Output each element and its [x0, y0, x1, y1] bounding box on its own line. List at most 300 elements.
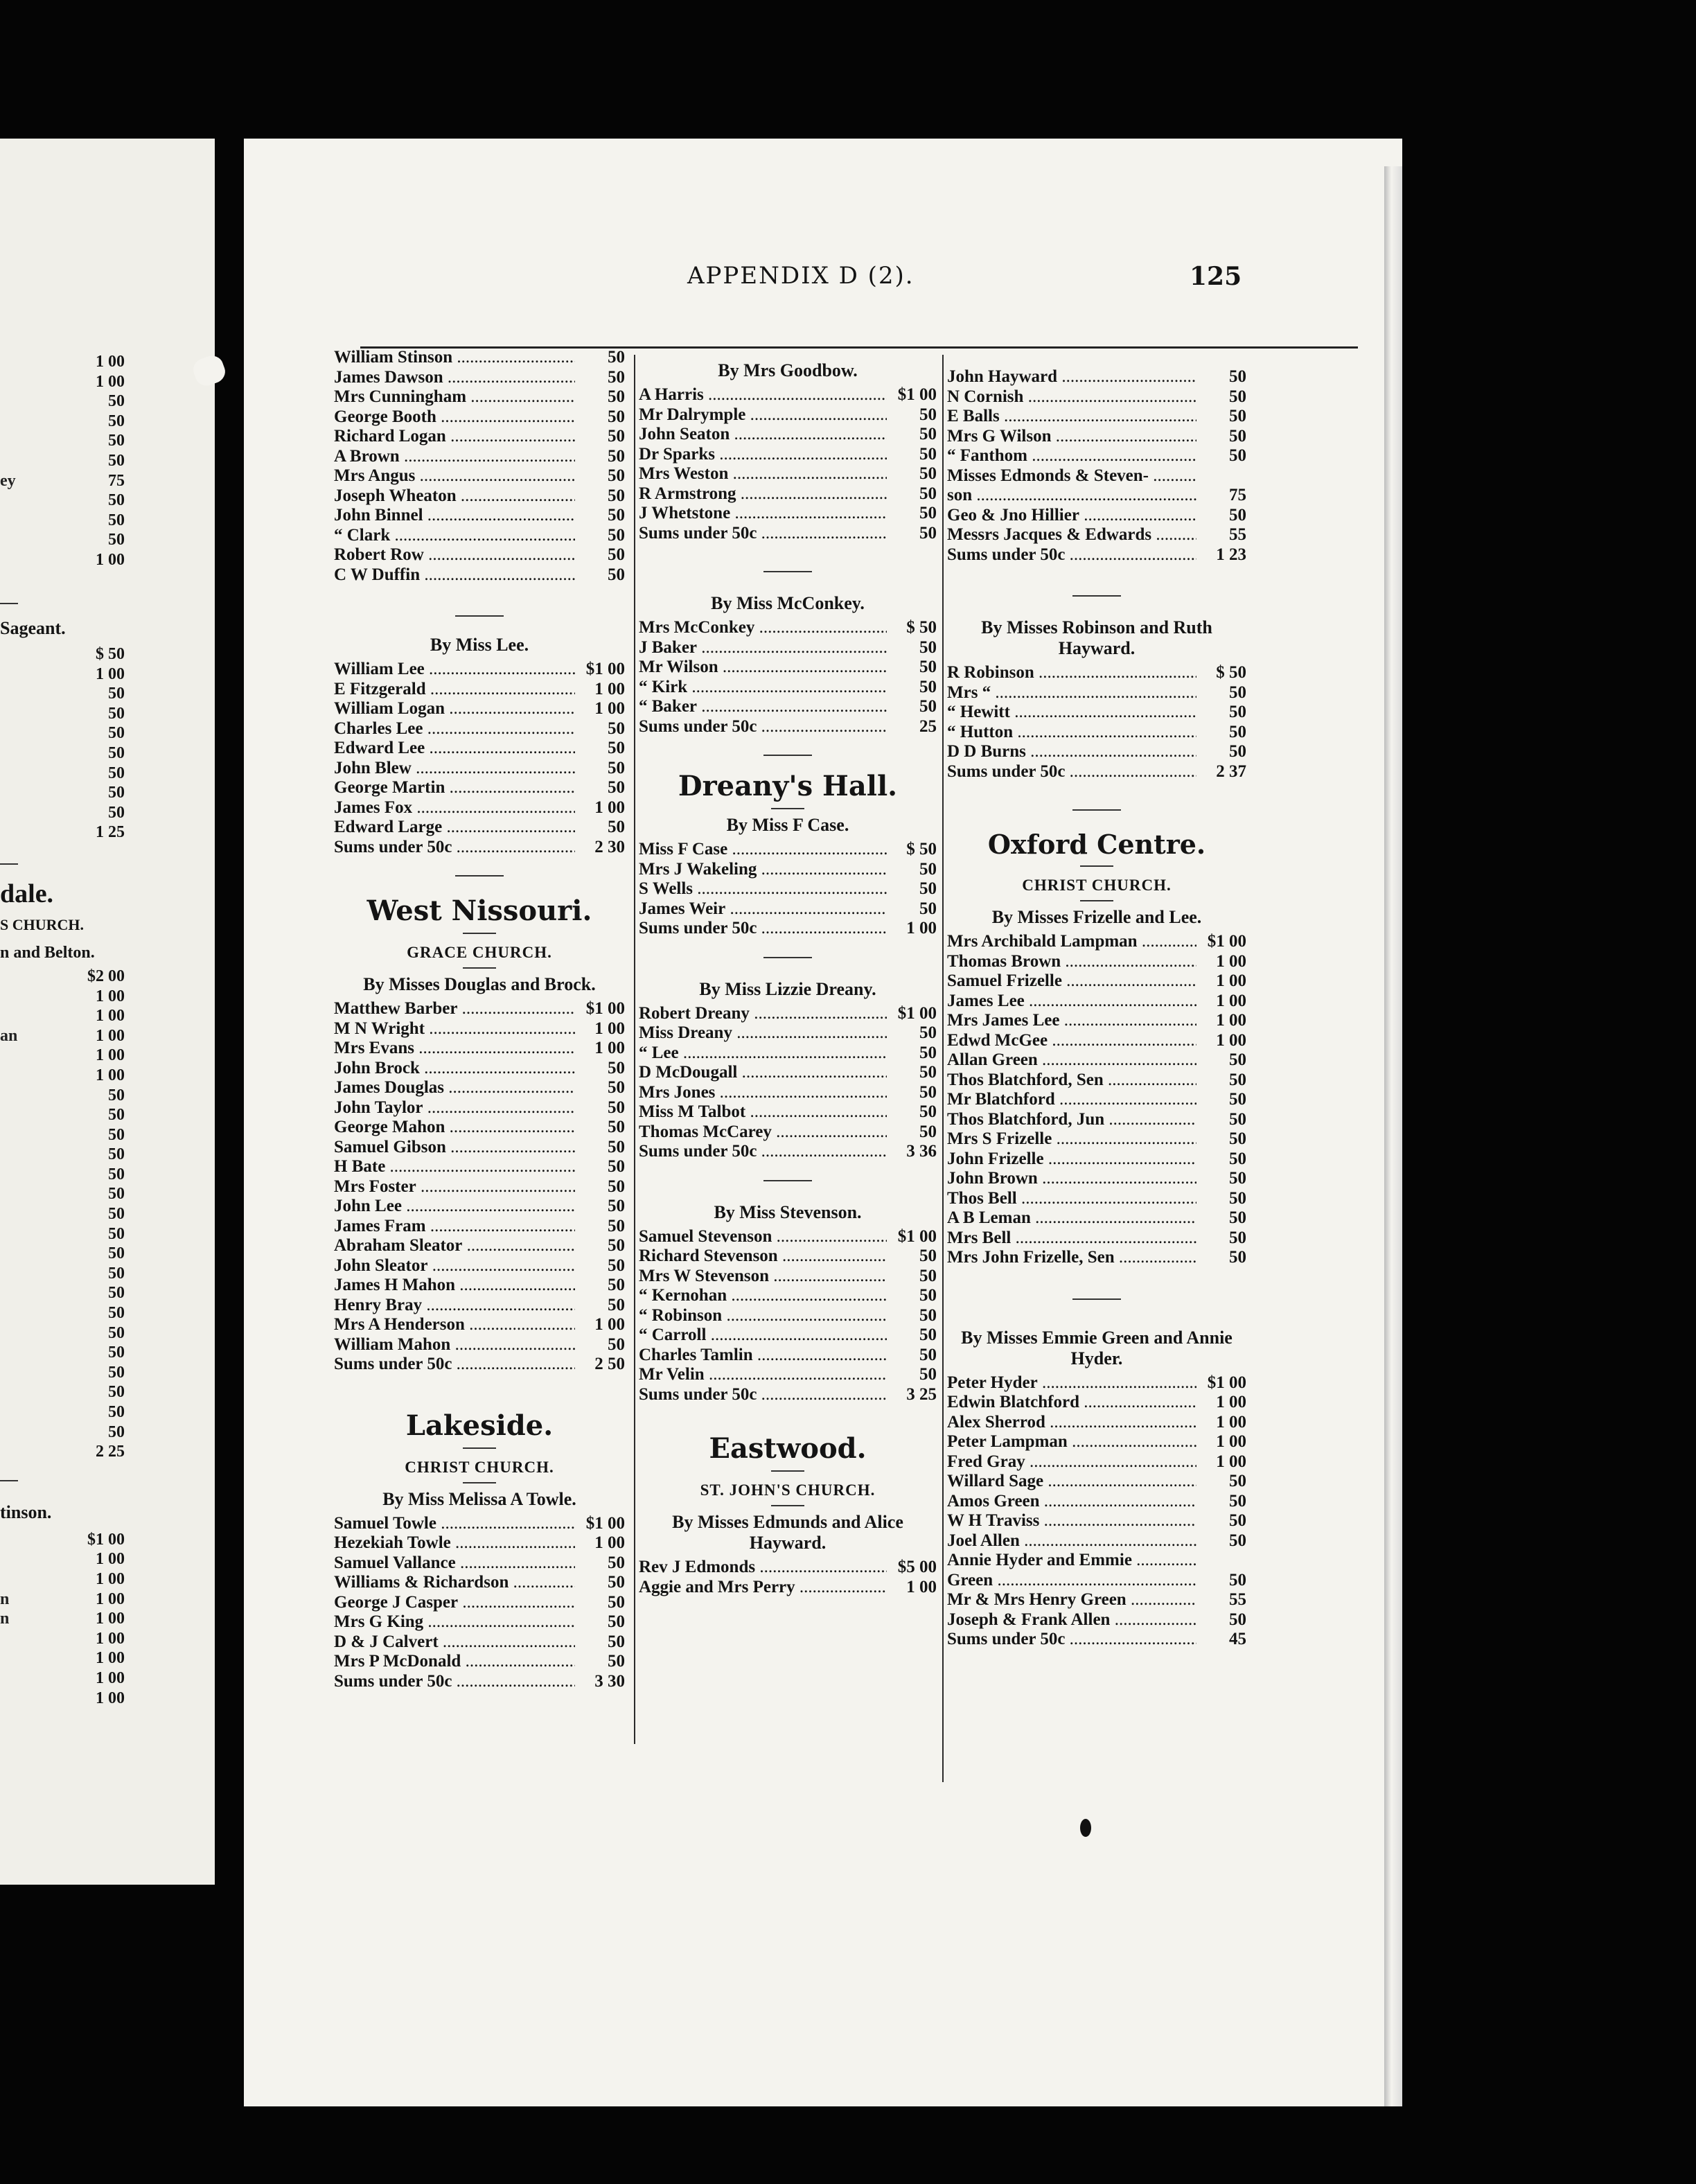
divider [763, 957, 812, 958]
entry-name: Mrs John Frizelle, Sen ..... [947, 1248, 1196, 1268]
entry-name: James Weir ..... [639, 899, 887, 919]
entry-amount: 50 [1229, 1610, 1246, 1629]
entry-amount: 1 00 [96, 372, 125, 391]
list-item [947, 1432, 1246, 1452]
entry-name: James H Mahon ..... [334, 1276, 575, 1296]
divider [463, 933, 496, 934]
left-block-4 [0, 1530, 125, 1708]
list-item [334, 1019, 625, 1039]
entry-amount: 1 00 [594, 1019, 625, 1038]
entry-amount: $1 00 [897, 1003, 937, 1023]
entry-name: Mrs McConkey ..... [639, 618, 887, 638]
entry-amount: 50 [1229, 1491, 1246, 1511]
entry-amount: 1 00 [594, 1315, 625, 1334]
list-item [0, 764, 125, 784]
entry-name [0, 1184, 75, 1204]
entry-name: S Wells ..... [639, 879, 887, 899]
entry-amount: 50 [108, 1106, 125, 1125]
entry-name: Joseph & Frank Allen ..... [947, 1610, 1196, 1630]
list-item [639, 385, 937, 405]
entry-amount: 55 [1229, 525, 1246, 544]
divider [763, 755, 812, 756]
list-item [639, 1558, 937, 1578]
list-item [0, 783, 125, 803]
entry-name [0, 412, 75, 432]
entry-name: Willard Sage ..... [947, 1472, 1196, 1492]
entry-name [0, 1006, 75, 1026]
list-item [334, 545, 625, 565]
entry-name [0, 1442, 75, 1462]
entry-name: Sums under 50c ..... [947, 1630, 1196, 1650]
entry-amount: 1 00 [96, 1589, 125, 1608]
entry-name: Thos Bell ..... [947, 1189, 1196, 1209]
list-item [639, 1385, 937, 1405]
column-3 [947, 346, 1246, 2044]
entry-name: Mrs Bell ..... [947, 1228, 1196, 1249]
entry-name [0, 1423, 75, 1443]
entry-amount: 45 [1229, 1630, 1246, 1648]
entry-name: Samuel Stevenson ..... [639, 1227, 887, 1247]
list-mcconkey [639, 618, 937, 737]
entry-name: Thos Blatchford, Sen ..... [947, 1071, 1196, 1091]
list-item [0, 684, 125, 704]
entry-amount: 1 00 [594, 699, 625, 718]
entry-amount: 50 [919, 899, 937, 918]
entry-name: Robert Row ..... [334, 545, 575, 565]
entry-name: Mrs “ ..... [947, 683, 1196, 703]
entry-name: R Armstrong ..... [639, 484, 887, 504]
list-item [639, 405, 937, 425]
divider [0, 863, 18, 865]
entry-amount: 50 [919, 444, 937, 464]
entry-name [0, 1530, 75, 1550]
entry-amount: 50 [108, 1403, 125, 1421]
entry-amount: 1 00 [1216, 1011, 1246, 1030]
entry-amount: 50 [108, 784, 125, 802]
entry-amount: 50 [608, 1118, 625, 1136]
heading-towle: By Miss Melissa A Towle. [382, 1488, 576, 1509]
entry-name: Mrs Weston ..... [639, 464, 887, 484]
entry-name: John Frizelle ..... [947, 1150, 1196, 1170]
divider [463, 967, 496, 969]
list-item [639, 1326, 937, 1346]
list-item [947, 1110, 1246, 1130]
list-item [639, 1346, 937, 1366]
list-item [334, 719, 625, 739]
list-item [0, 1363, 125, 1383]
entry-amount [1196, 1551, 1246, 1571]
list-stevenson [639, 1227, 937, 1405]
entry-amount: 50 [919, 1247, 937, 1265]
list-item [0, 1382, 125, 1402]
entry-amount: 50 [1229, 1050, 1246, 1069]
entry-name: J Whetstone ..... [639, 504, 887, 524]
entry-amount: $1 00 [1207, 1373, 1246, 1392]
entry-amount: 50 [608, 1592, 625, 1612]
left-block-1 [0, 352, 125, 570]
divider [1072, 809, 1121, 811]
entry-amount: 1 25 [96, 823, 125, 842]
heading-edmunds-hayward: By Misses Edmunds and Alice Hayward. [672, 1512, 903, 1553]
entry-amount: 50 [608, 1335, 625, 1354]
list-item [334, 1157, 625, 1177]
list-item [0, 803, 125, 823]
entry-amount: 50 [108, 491, 125, 510]
entry-name: Sums under 50c ..... [947, 762, 1196, 782]
list-item [0, 1184, 125, 1204]
entry-name [0, 1648, 75, 1668]
list-item [334, 447, 625, 467]
list-item [947, 723, 1246, 743]
list-item [639, 1306, 937, 1326]
divider [771, 1470, 804, 1472]
list-item [0, 530, 125, 550]
heading-goodbow: By Mrs Goodbow. [718, 360, 858, 380]
entry-amount: 50 [919, 658, 937, 676]
left-block-2 [0, 644, 125, 843]
left-page-fragment [0, 139, 215, 1885]
list-item [0, 1629, 125, 1649]
entry-name: Aggie and Mrs Perry ..... [639, 1578, 887, 1598]
entry-name: Fred Gray ..... [947, 1452, 1196, 1472]
list-item [0, 491, 125, 511]
entry-amount: $ 50 [96, 645, 125, 663]
entry-amount: 50 [608, 1276, 625, 1294]
entry-name [0, 1343, 75, 1363]
list-item [639, 1247, 937, 1267]
entry-name [0, 1066, 75, 1086]
entry-name: Sums under 50c ..... [334, 1672, 575, 1692]
list-item [947, 1129, 1246, 1150]
entry-amount: 1 00 [1216, 1452, 1246, 1471]
appendix-title: APPENDIX D (2). [687, 262, 915, 290]
entry-name: ey [0, 471, 16, 490]
list-item [0, 1105, 125, 1125]
entry-name [0, 1244, 75, 1264]
entry-name: Sums under 50c ..... [947, 545, 1196, 565]
entry-name [0, 1204, 75, 1224]
list-item [947, 1610, 1246, 1630]
list-lizzie-dreany [639, 1004, 937, 1162]
list-item [334, 1256, 625, 1276]
entry-name: Edward Large ..... [334, 818, 575, 838]
list-item [334, 1553, 625, 1574]
list-item [947, 525, 1246, 545]
entry-name: Sums under 50c ..... [639, 1385, 887, 1405]
entry-amount: 2 50 [594, 1355, 625, 1373]
heading-douglas-brock: By Misses Douglas and Brock. [363, 974, 596, 994]
entry-amount: 50 [1229, 722, 1246, 741]
entry-amount: $1 00 [585, 660, 625, 678]
entry-name: C W Duffin ..... [334, 565, 575, 585]
entry-amount: 50 [108, 743, 125, 762]
left-sub-3: S CHURCH. [0, 915, 85, 933]
entry-amount: 50 [919, 1063, 937, 1082]
divider [763, 571, 812, 572]
list-item [334, 1632, 625, 1653]
list-item [0, 431, 125, 451]
list-item [334, 1533, 625, 1553]
divider [1080, 865, 1113, 867]
list-item [947, 1452, 1246, 1472]
entry-amount: 25 [919, 716, 937, 736]
entry-amount: 1 00 [96, 550, 125, 569]
entry-name: Amos Green ..... [947, 1492, 1196, 1512]
entry-amount: 50 [919, 504, 937, 522]
entry-amount: 50 [919, 1266, 937, 1285]
entry-name: Henry Bray ..... [334, 1296, 575, 1316]
entry-name: John Hayward ..... [947, 367, 1196, 387]
entry-name: Mrs Foster ..... [334, 1177, 575, 1197]
entry-amount: 50 [608, 719, 625, 738]
entry-amount: 1 00 [1216, 971, 1246, 990]
entry-amount: 2 30 [594, 837, 625, 856]
list-item [334, 506, 625, 526]
divider [0, 1480, 18, 1481]
entry-name: Sums under 50c ..... [639, 717, 887, 737]
entry-name: George Mahon ..... [334, 1118, 575, 1138]
left-section-3: dale. [0, 879, 54, 908]
list-item [639, 717, 937, 737]
entry-amount: 50 [919, 1365, 937, 1384]
list-item [639, 1365, 937, 1385]
list-oxford-centre [947, 932, 1246, 1268]
list-item [0, 550, 125, 570]
list-item [947, 703, 1246, 723]
list-item [334, 1514, 625, 1534]
entry-amount: 50 [1229, 682, 1246, 702]
list-item [947, 466, 1246, 486]
entry-amount: 50 [608, 387, 625, 406]
entry-amount: 50 [608, 1157, 625, 1176]
entry-name [0, 723, 75, 743]
entry-amount: $2 00 [87, 967, 125, 985]
list-item [947, 486, 1246, 506]
list-item [947, 545, 1246, 565]
entry-amount: $ 50 [906, 618, 937, 637]
list-item [639, 1578, 937, 1598]
divider [455, 615, 504, 617]
entry-amount: 50 [1229, 1070, 1246, 1089]
list-item [947, 971, 1246, 992]
entry-name [0, 1629, 75, 1649]
left-by-3: n and Belton. [0, 943, 95, 962]
list-item [639, 1122, 937, 1143]
entry-amount: 50 [919, 637, 937, 657]
list-item [947, 427, 1246, 447]
entry-name: James Fram ..... [334, 1217, 575, 1237]
list-item [334, 368, 625, 388]
entry-amount: 50 [608, 1236, 625, 1255]
entry-name: Mr Wilson ..... [639, 658, 887, 678]
entry-name: Sums under 50c ..... [639, 524, 887, 544]
entry-amount: $1 00 [897, 385, 937, 404]
list-item [334, 1335, 625, 1355]
entry-name [0, 644, 75, 664]
entry-name [0, 1569, 75, 1589]
entry-name [0, 1224, 75, 1244]
list-item [947, 1630, 1246, 1650]
entry-name: Thos Blatchford, Jun ..... [947, 1110, 1196, 1130]
entry-amount: 50 [608, 1058, 625, 1077]
list-item [334, 1039, 625, 1059]
entry-amount: 50 [108, 1383, 125, 1402]
entry-name: Charles Tamlin ..... [639, 1346, 887, 1366]
entry-amount: 50 [108, 1323, 125, 1342]
entry-amount: 50 [919, 1043, 937, 1062]
list-item [639, 524, 937, 544]
entry-amount: $1 00 [585, 1513, 625, 1533]
entry-name: James Lee ..... [947, 992, 1196, 1012]
entry-name: Rev J Edmonds ..... [639, 1558, 887, 1578]
entry-name: John Blew ..... [334, 759, 575, 779]
list-item [947, 1413, 1246, 1433]
list-lakeside [334, 1514, 625, 1692]
entry-name [0, 530, 75, 550]
entry-amount: 50 [108, 1145, 125, 1164]
entry-amount: 50 [608, 758, 625, 777]
list-goodbow [639, 385, 937, 543]
list-item [334, 387, 625, 407]
entry-name: Robert Dreany ..... [639, 1004, 887, 1024]
entry-name: William Mahon ..... [334, 1335, 575, 1355]
list-item [0, 1264, 125, 1284]
entry-name: Miss F Case ..... [639, 840, 887, 860]
entry-name [0, 664, 75, 685]
entry-name: Mrs Jones ..... [639, 1083, 887, 1103]
list-item [334, 680, 625, 700]
list-item [334, 1217, 625, 1237]
list-item [947, 932, 1246, 952]
list-item [334, 565, 625, 585]
entry-name [0, 1323, 75, 1344]
list-item [639, 697, 937, 717]
list-item [947, 1090, 1246, 1110]
entry-name [0, 352, 75, 372]
entry-amount: $ 50 [1216, 663, 1246, 682]
list-item [947, 1571, 1246, 1591]
list-item [947, 1208, 1246, 1228]
entry-amount: 50 [608, 1137, 625, 1156]
heading-mcconkey: By Miss McConkey. [711, 593, 865, 613]
entry-amount: 50 [1229, 1511, 1246, 1530]
entry-name [0, 1402, 75, 1423]
entry-amount: 1 00 [96, 1689, 125, 1707]
heading-lizzie-dreany: By Miss Lizzie Dreany. [699, 978, 876, 999]
list-item [0, 451, 125, 471]
entry-name: “ Baker ..... [639, 697, 887, 717]
entry-name: A B Leman ..... [947, 1208, 1196, 1228]
entry-name: Miss Dreany ..... [639, 1023, 887, 1043]
entry-amount: 50 [1229, 1228, 1246, 1247]
entry-amount: 75 [108, 471, 125, 490]
list-item [639, 1286, 937, 1306]
entry-amount: 1 00 [96, 1550, 125, 1569]
entry-amount: 50 [108, 1086, 125, 1104]
entry-amount: 50 [919, 1345, 937, 1364]
section-lakeside: Lakeside. [405, 1409, 554, 1442]
entry-name: Matthew Barber ..... [334, 999, 575, 1019]
list-item [0, 1668, 125, 1689]
list-item [639, 678, 937, 698]
entry-amount: 55 [1229, 1590, 1246, 1609]
entry-name [0, 1668, 75, 1689]
list-item [947, 1031, 1246, 1051]
divider [463, 1482, 496, 1483]
divider [763, 1180, 812, 1181]
entry-amount: 1 00 [96, 1007, 125, 1025]
list-item [639, 1267, 937, 1287]
entry-amount: 50 [919, 859, 937, 879]
entry-name: “ Clark ..... [334, 526, 575, 546]
entry-amount: 50 [919, 879, 937, 898]
list-item [0, 822, 125, 843]
entry-name [0, 967, 75, 987]
entry-name: D D Burns ..... [947, 742, 1196, 762]
entry-amount: 50 [919, 425, 937, 443]
entry-amount: 50 [919, 1102, 937, 1121]
entry-amount: 50 [608, 1098, 625, 1117]
heading-stevenson: By Miss Stevenson. [714, 1201, 862, 1222]
list-item [0, 1689, 125, 1709]
entry-name: Sums under 50c ..... [334, 838, 575, 858]
list-item [334, 739, 625, 759]
entry-name: Alex Sherrod ..... [947, 1413, 1196, 1433]
entry-amount: 50 [608, 1553, 625, 1572]
entry-name: Hezekiah Towle ..... [334, 1533, 575, 1553]
list-item [0, 1402, 125, 1423]
list-item [639, 1102, 937, 1122]
entry-name [0, 783, 75, 803]
entry-amount: 1 00 [1216, 991, 1246, 1010]
entry-amount: 50 [108, 803, 125, 822]
list-item [639, 618, 937, 638]
list-item [947, 1011, 1246, 1031]
entry-amount: 1 00 [594, 1533, 625, 1552]
entry-name: N Cornish ..... [947, 387, 1196, 407]
entry-amount: 50 [108, 764, 125, 782]
list-item [639, 638, 937, 658]
entry-amount: 50 [919, 464, 937, 483]
list-item [639, 860, 937, 880]
entry-amount: 50 [919, 523, 937, 543]
list-item [947, 742, 1246, 762]
entry-name: Misses Edmonds & Steven- ..... [947, 466, 1196, 486]
entry-amount: 2 37 [1216, 761, 1246, 781]
entry-name: Peter Hyder ..... [947, 1373, 1196, 1393]
entry-name: M N Wright ..... [334, 1019, 575, 1039]
entry-amount: 1 00 [96, 987, 125, 1005]
ink-blot [1080, 1819, 1091, 1837]
list-item [639, 445, 937, 465]
entry-name: Samuel Gibson ..... [334, 1138, 575, 1158]
list-item [639, 1004, 937, 1024]
left-block-3 [0, 967, 125, 1462]
heading-frizelle-lee: By Misses Frizelle and Lee. [991, 907, 1202, 927]
list-item [0, 1283, 125, 1303]
entry-name: Edwd McGee ..... [947, 1031, 1196, 1051]
entry-amount: 1 00 [96, 664, 125, 683]
entry-name: D McDougall ..... [639, 1063, 887, 1083]
list-item [0, 644, 125, 664]
entry-amount: 50 [608, 1256, 625, 1275]
list-item [947, 407, 1246, 427]
entry-amount: 1 00 [1216, 951, 1246, 971]
list-item [0, 352, 125, 372]
entry-amount: 1 00 [96, 353, 125, 371]
list-item [947, 1189, 1246, 1209]
entry-name: Samuel Frizelle ..... [947, 971, 1196, 992]
